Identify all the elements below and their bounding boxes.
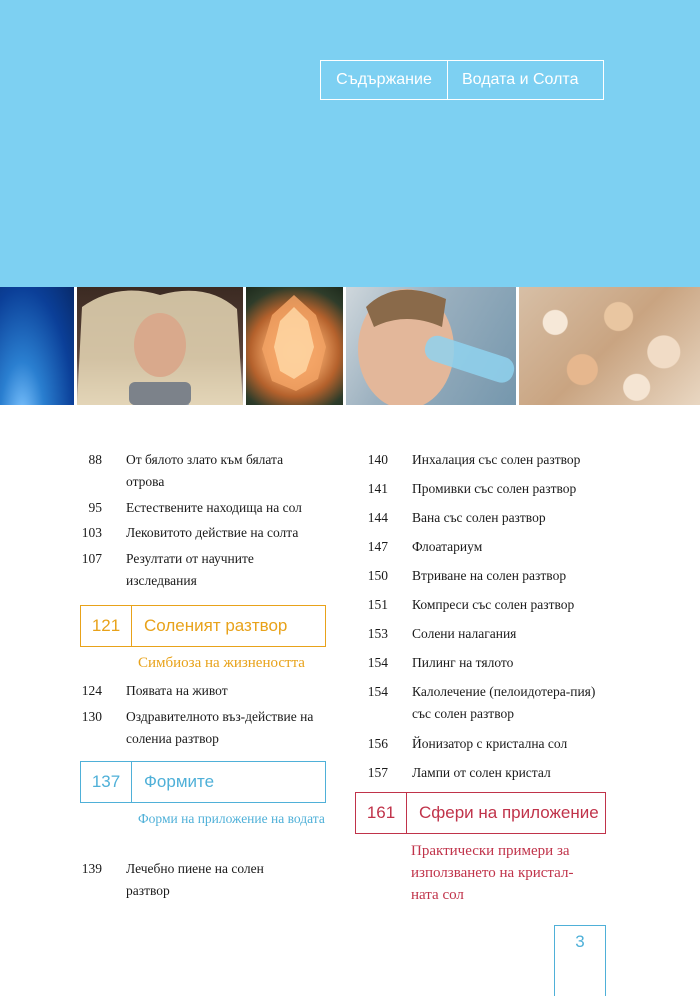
toc-entry-page: 157 <box>367 765 388 780</box>
toc-entry-page: 124 <box>81 683 102 698</box>
toc-entry-page: 88 <box>88 452 102 467</box>
section-subtitle: Симбиоза на жизнеността <box>138 655 305 671</box>
section-page-number: 137 <box>91 772 121 791</box>
toc-entry-title: Калолечение (пелоидотера-пия) със солен разтвор <box>412 684 596 721</box>
toc-entry[interactable] <box>340 623 602 645</box>
toc-entry[interactable] <box>340 507 602 529</box>
header-band <box>0 0 700 287</box>
toc-entry-title: Оздравителното въз-действие на солениа разтвор <box>126 709 314 746</box>
photo-strip <box>0 287 700 405</box>
toc-entry-page: 140 <box>367 452 388 467</box>
toc-entry-title: От бялото злато към бялата отрова <box>126 452 284 489</box>
toc-entry[interactable] <box>50 522 316 544</box>
toc-entry-title: Солени налагания <box>412 626 517 641</box>
toc-entry-page: 141 <box>367 481 388 496</box>
toc-entry[interactable] <box>50 858 306 902</box>
section-title: Формите <box>144 772 215 791</box>
toc-entry-title: Втриване на солен разтвор <box>412 568 567 583</box>
steam-inhalation-image <box>77 287 243 405</box>
toc-entry-page: 147 <box>367 539 388 554</box>
header-toc-label: Съдържание <box>321 61 448 99</box>
toc-entry[interactable] <box>340 449 602 471</box>
toc-entry[interactable] <box>50 548 291 592</box>
page-number: 3 <box>554 925 606 996</box>
toc-entry-page: 151 <box>367 597 388 612</box>
section-box-applications[interactable] <box>355 792 606 834</box>
header-title-box <box>320 60 604 100</box>
toc-entry-page: 130 <box>81 709 102 724</box>
drinking-water-image <box>346 287 516 405</box>
toc-entry-title: Йонизатор с кристална сол <box>412 736 568 751</box>
toc-entry[interactable] <box>50 680 316 702</box>
toc-entry[interactable] <box>340 536 602 558</box>
section-subtitle: Практически примери за използването на кристал-ната сол <box>411 843 574 903</box>
section-box-forms[interactable] <box>80 761 326 803</box>
section-page-number: 121 <box>91 616 121 635</box>
toc-entry-title: Лечебно пиене на солен разтвор <box>126 861 264 898</box>
section-box-solution[interactable] <box>80 605 326 647</box>
toc-entry-page: 156 <box>367 736 388 751</box>
toc-entry-title: Вана със солен разтвор <box>412 510 546 525</box>
header-book-title: Водата и Солта <box>462 71 579 88</box>
toc-entry-page: 154 <box>367 655 388 670</box>
toc-entry[interactable] <box>340 733 602 755</box>
toc-entry-page: 107 <box>81 551 102 566</box>
toc-entry-title: Промивки със солен разтвор <box>412 481 577 496</box>
toc-entry[interactable] <box>340 762 602 784</box>
toc-entry[interactable] <box>340 594 602 616</box>
toc-entry[interactable] <box>340 681 602 725</box>
toc-entry[interactable] <box>50 449 316 493</box>
toc-entry-title: Появата на живот <box>126 683 228 698</box>
toc-entry-page: 150 <box>367 568 388 583</box>
salt-lamp-image <box>246 287 343 405</box>
water-drop-image <box>0 287 74 405</box>
toc-entry-page: 144 <box>367 510 388 525</box>
section-subtitle: Форми на приложение на водата <box>138 811 325 826</box>
toc-entry-title: Компреси със солен разтвор <box>412 597 575 612</box>
toc-entry[interactable] <box>340 478 602 500</box>
toc-entry-title: Лампи от солен кристал <box>412 765 551 780</box>
toc-entry-title: Естествените находища на сол <box>126 500 302 515</box>
toc-entry-page: 153 <box>367 626 388 641</box>
section-page-number: 161 <box>366 803 396 822</box>
toc-entry-title: Инхалация със солен разтвор <box>412 452 581 467</box>
toc-entry-page: 154 <box>367 684 388 699</box>
toc-entry-page: 103 <box>81 525 102 540</box>
toc-entry[interactable] <box>50 706 326 750</box>
toc-entry-page: 139 <box>81 861 102 876</box>
toc-entry-title: Лековитото действие на солта <box>126 525 299 540</box>
section-title: Сфери на приложение <box>419 803 599 822</box>
toc-entry[interactable] <box>340 565 602 587</box>
toc-entry-title: Флоатариум <box>412 539 483 554</box>
toc-entry-title: Резултати от научните изследвания <box>126 551 254 588</box>
section-title: Соленият разтвор <box>144 616 288 635</box>
toc-entry-page: 95 <box>88 500 102 515</box>
toc-entry-title: Пилинг на тялото <box>412 655 514 670</box>
salt-crystals-image <box>519 287 700 405</box>
toc-entry[interactable] <box>50 497 316 519</box>
toc-entry[interactable] <box>340 652 602 674</box>
